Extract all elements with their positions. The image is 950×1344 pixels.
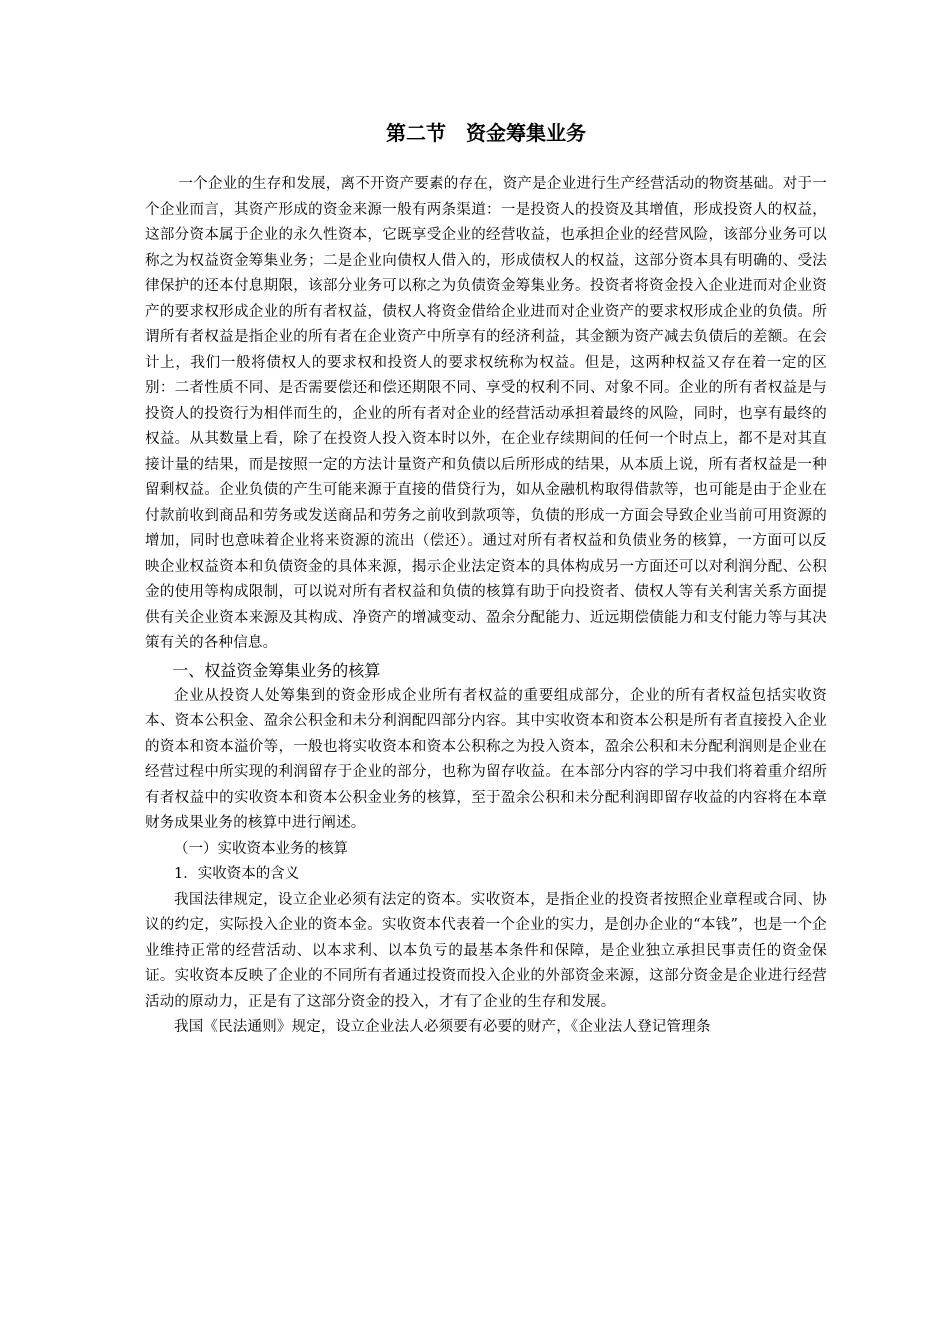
document-body	[145, 172, 827, 1041]
paragraph-paid-in-capital: 我国法律规定，设立企业必须有法定的资本。实收资本，是指企业的投资者按照企业章程或合同、协议的约定，实际投入企业的资本金。实收资本代表着一个企业的实力，是创办企业的“本钱”，也是一个企业维持正常的经营活动、以本求利、以本负亏的最基本条件和保障，是企业独立承担民事责任的资金保证。实收资本反映了企业的不同所有者通过投资而投入企业的外部资金来源，这部分资金是企业进行经营活动的原动力，正是有了这部分资金的投入，才有了企业的生存和发展。	[145, 891, 827, 1010]
section-title: 第二节 资金筹集业务	[386, 121, 586, 145]
paragraph-civil-law: 我国《民法通则》规定，设立企业法人必须要有必要的财产，《企业法人登记管理条	[174, 1019, 711, 1035]
paragraph-owner-equity: 企业从投资人处筹集到的资金形成企业所有者权益的重要组成部分，企业的所有者权益包括实收资本、资本公积金、盈余公积金和未分利润配四部分内容。其中实收资本和资本公积是所有者直接投入企业的资本和资本溢价等，一般也将实收资本和资本公积称之为投入资本，盈余公积和未分配利润则是企业在经营过程中所实现的利润留存于企业的部分，也称为留存收益。在本部分内容的学习中我们将着重介绍所有者权益中的实收资本和资本公积金业务的核算，至于盈余公积和未分配利润即留存收益的内容将在本章财务成果业务的核算中进行阐述。	[145, 687, 827, 831]
heading-paid-in-capital: （一）实收资本业务的核算	[174, 840, 348, 857]
heading-paid-in-capital-meaning: 1．实收资本的含义	[174, 866, 300, 882]
heading-equity-financing: 一、权益资金筹集业务的核算	[172, 660, 381, 680]
paragraph-intro: 一个企业的生存和发展，离不开资产要素的存在，资产是企业进行生产经营活动的物资基础。对于一个企业而言，其资产形成的资金来源一般有两条渠道：一是投资人的投资及其增值，形成投资人的权益，这部分资本属于企业的永久性资本，它既享受企业的经营收益，也承担企业的经营风险，该部分业务可以称之为权益资金筹集业务；二是企业向债权人借入的，形成债权人的权益，这部分资本具有明确的、受法律保护的还本付息期限，该部分业务可以称之为负债资金筹集业务。投资者将资金投入企业进而对企业资产的要求权形成企业的所有者权益，债权人将资金借给企业进而对企业资产的要求权形成企业的负债。所谓所有者权益是指企业的所有者在企业资产中所享有的经济利益，其金额为资产减去负债后的差额。在会计上，我们一般将债权人的要求权和投资人的要求权统称为权益。但是，这两种权益又存在着一定的区别：二者性质不同、是否需要偿还和偿还期限不同、享受的权利不同、对象不同。企业的所有者权益是与投资人的投资行为相伴而生的，企业的所有者对企业的经营活动承担着最终的风险，同时，也享有最终的权益。从其数量上看，除了在投资人投入资本时以外，在企业存续期间的任何一个时点上，都不是对其直接计量的结果，而是按照一定的方法计量资产和负债以后所形成的结果，从本质上说，所有者权益是一种留剩权益。企业负债的产生可能来源于直接的借贷行为，如从金融机构取得借款等，也可能是由于企业在付款前收到商品和劳务或发送商品和劳务之前收到款项等，负债的形成一方面会导致企业当前可用资源的增加，同时也意味着企业将来资源的流出（偿还）。通过对所有者权益和负债业务的核算，一方面可以反映企业权益资本和负债资金的具体来源，揭示企业法定资本的具体构成另一方面还可以对利润分配、公积金的使用等构成限制，可以说对所有者权益和负债的核算有助于向投资者、债权人等有关利害关系方面提供有关企业资本来源及其构成、净资产的增减变动、盈余分配能力、近远期偿债能力和支付能力等与其决策有关的各种信息。	[145, 176, 827, 651]
